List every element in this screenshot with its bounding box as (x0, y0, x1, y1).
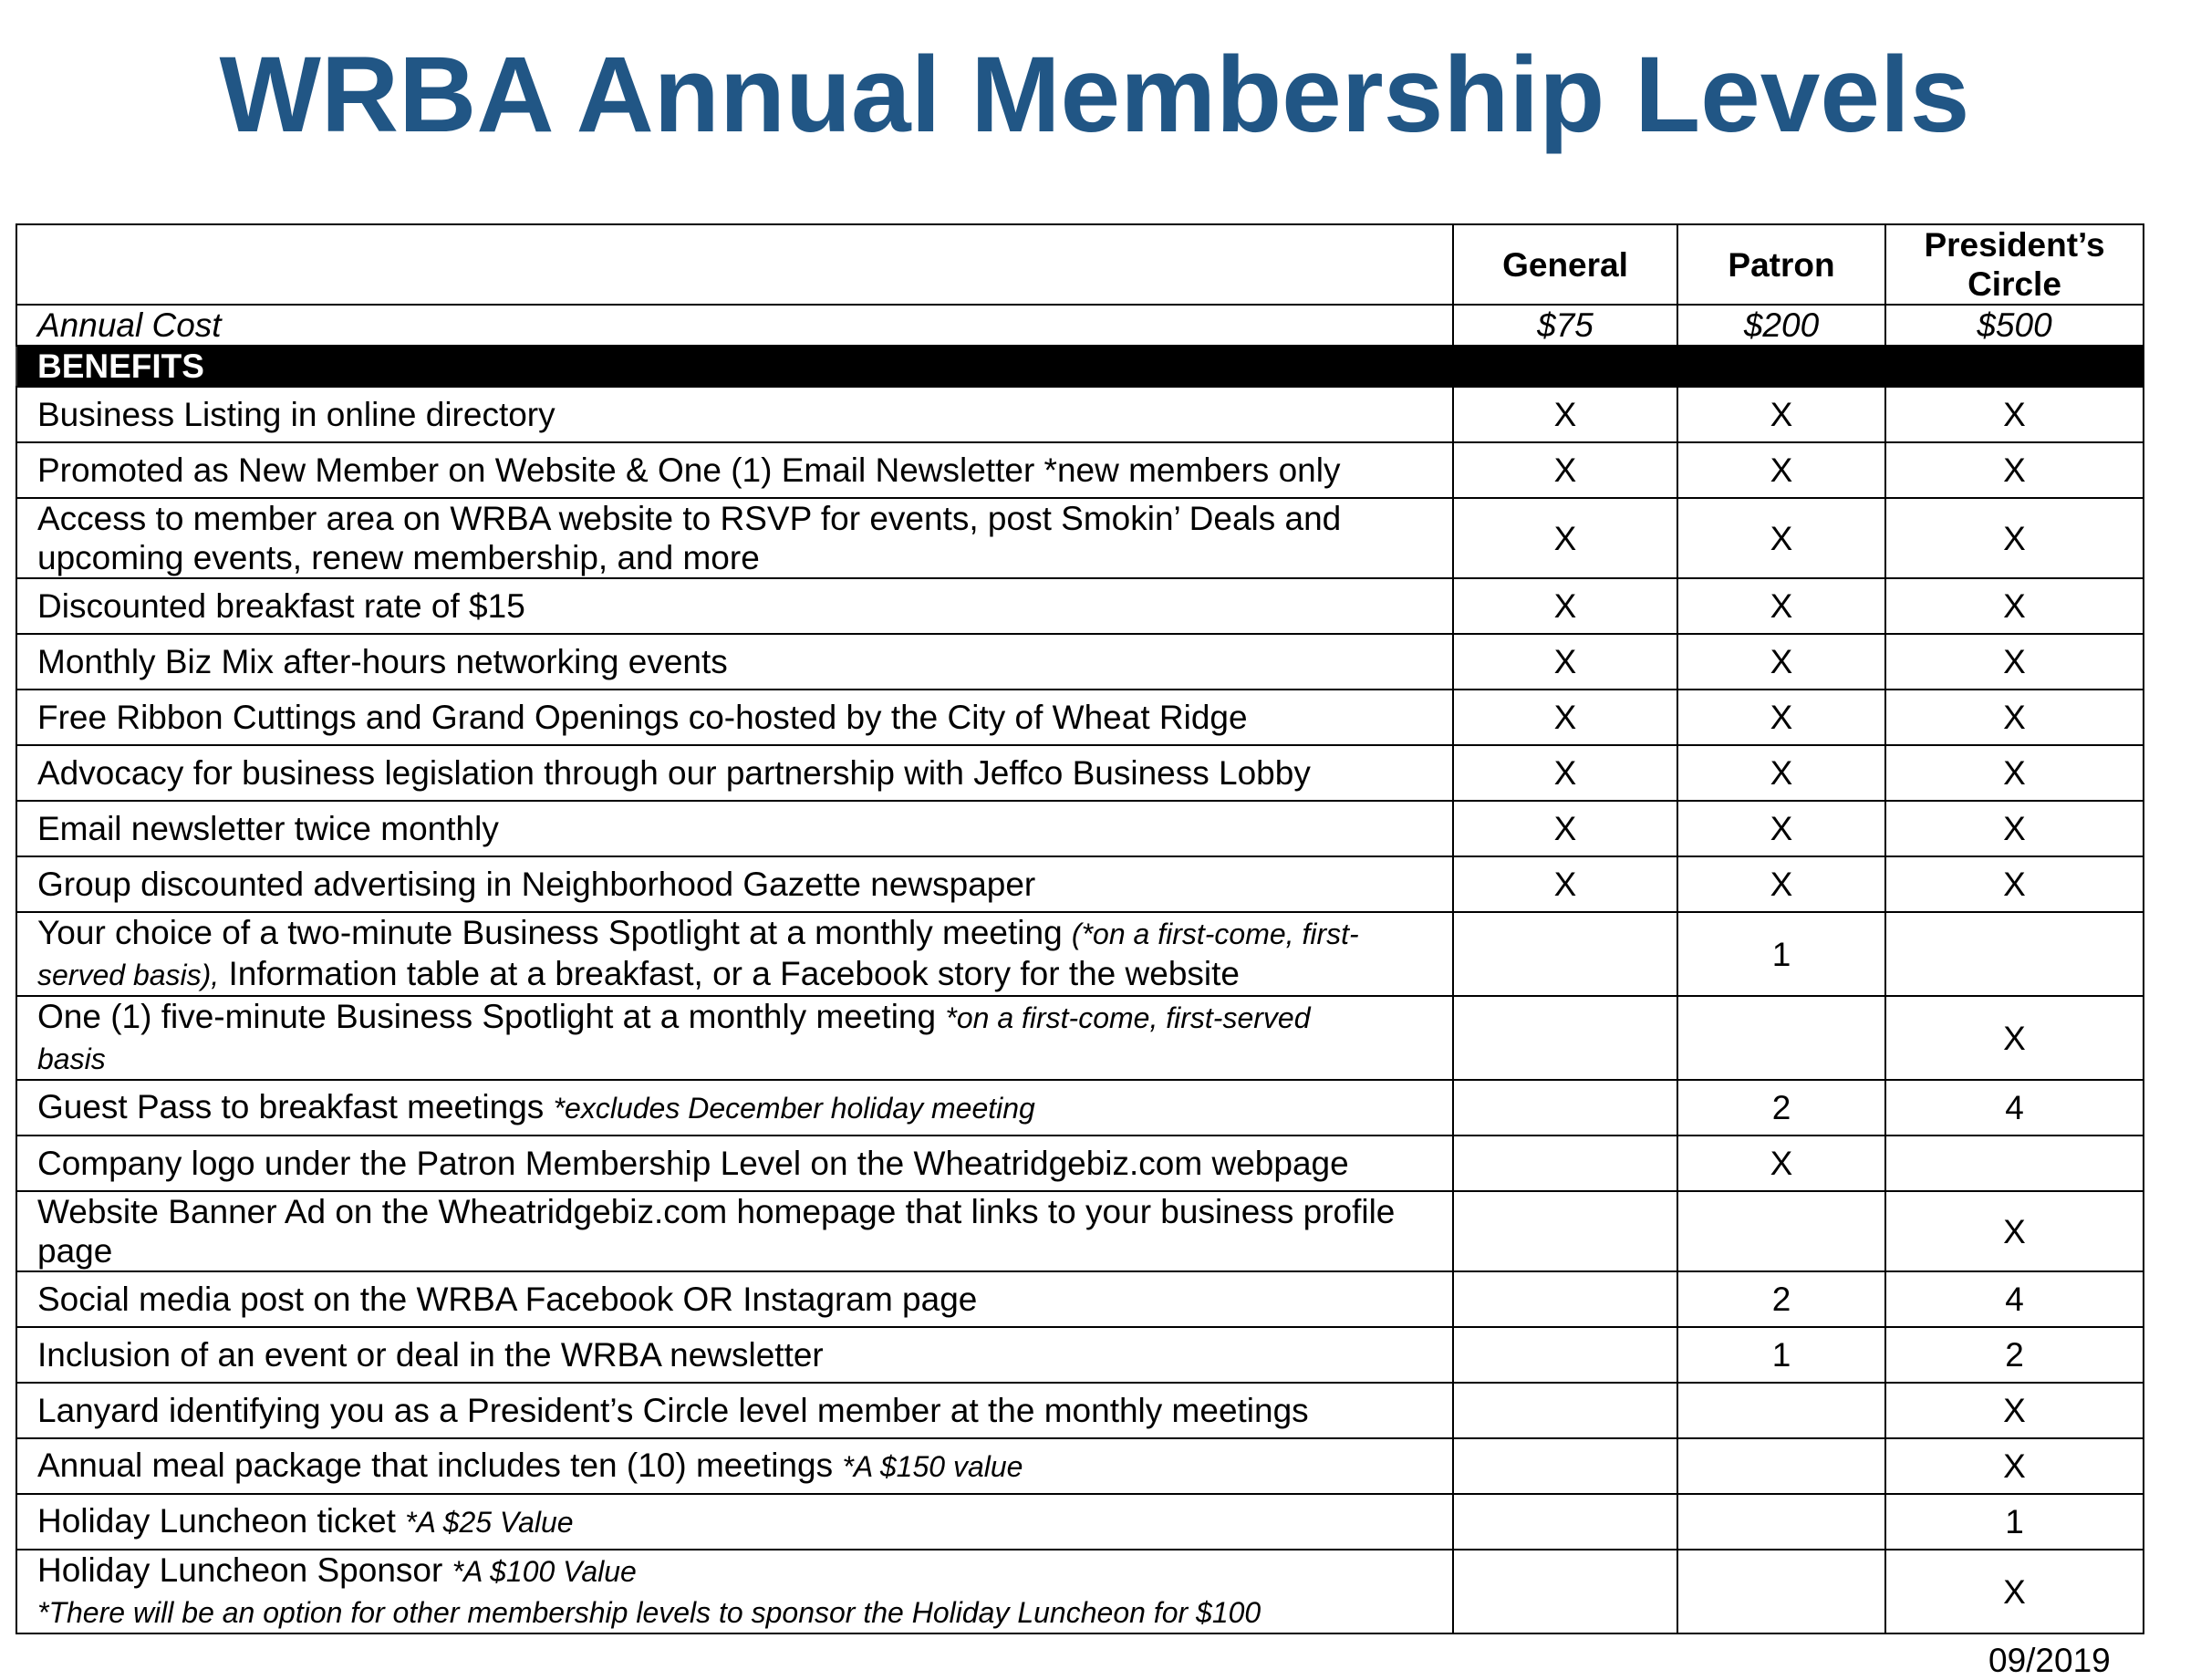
table-row (16, 578, 2144, 634)
presidents-value: 4 (1885, 1271, 2144, 1327)
presidents-value: X (1885, 442, 2144, 498)
presidents-value: X (1885, 690, 2144, 745)
benefit-description: Website Banner Ad on the Wheatridgebiz.com homepage that links to your business profile page (16, 1191, 1453, 1271)
general-value (1453, 1438, 1677, 1494)
page-title: WRBA Annual Membership Levels (219, 35, 1970, 155)
membership-table (16, 223, 2144, 1634)
benefit-description: Email newsletter twice monthly (16, 801, 1453, 856)
general-value: X (1453, 801, 1677, 856)
benefit-description: Business Listing in online directory (16, 387, 1453, 442)
patron-value (1677, 1550, 1885, 1633)
presidents-value (1885, 1136, 2144, 1191)
patron-value (1677, 1494, 1885, 1550)
patron-value: X (1677, 801, 1885, 856)
patron-value: X (1677, 690, 1885, 745)
benefit-description: Lanyard identifying you as a President’s Circle level member at the monthly meetings (16, 1383, 1453, 1438)
table-row (16, 634, 2144, 690)
general-value (1453, 1191, 1677, 1271)
presidents-value: 2 (1885, 1327, 2144, 1383)
table-row (16, 1438, 2144, 1494)
table-row (16, 745, 2144, 801)
benefit-description: Company logo under the Patron Membership Level on the Wheatridgebiz.com webpage (16, 1136, 1453, 1191)
benefit-description: Monthly Biz Mix after-hours networking events (16, 634, 1453, 690)
general-value (1453, 1550, 1677, 1633)
patron-value (1677, 1383, 1885, 1438)
cost-general: $75 (1453, 305, 1677, 346)
table-row (16, 1327, 2144, 1383)
column-header-patron: Patron (1677, 224, 1885, 305)
benefits-bar-cell (1453, 346, 1677, 387)
table-row (16, 1136, 2144, 1191)
presidents-value: X (1885, 745, 2144, 801)
benefit-description: Your choice of a two-minute Business Spotlight at a monthly meeting (*on a first-come, first- served basis), Information table at a breakfast, or a Facebook story for the website (16, 912, 1453, 996)
patron-value: X (1677, 745, 1885, 801)
annual-cost-row (16, 305, 2144, 346)
table-row (16, 690, 2144, 745)
presidents-value: X (1885, 856, 2144, 912)
table-row (16, 1550, 2144, 1633)
table-header-row (16, 224, 2144, 305)
benefit-description: Access to member area on WRBA website to RSVP for events, post Smokin’ Deals and upcoming events, renew membership, and more (16, 498, 1453, 578)
patron-value: X (1677, 1136, 1885, 1191)
presidents-value: X (1885, 498, 2144, 578)
benefit-description: Guest Pass to breakfast meetings *excludes December holiday meeting (16, 1080, 1453, 1136)
general-value (1453, 1383, 1677, 1438)
presidents-value: X (1885, 1438, 2144, 1494)
table-row (16, 442, 2144, 498)
benefit-description: Social media post on the WRBA Facebook OR Instagram page (16, 1271, 1453, 1327)
benefit-description: Advocacy for business legislation through our partnership with Jeffco Business Lobby (16, 745, 1453, 801)
general-value (1453, 1327, 1677, 1383)
patron-value: X (1677, 856, 1885, 912)
benefit-description: Promoted as New Member on Website & One (1) Email Newsletter *new members only (16, 442, 1453, 498)
benefits-bar-cell (1885, 346, 2144, 387)
benefit-description: One (1) five-minute Business Spotlight at a monthly meeting *on a first-come, first-served basis (16, 996, 1453, 1080)
general-value (1453, 996, 1677, 1080)
general-value: X (1453, 690, 1677, 745)
benefits-label: BENEFITS (16, 346, 1453, 387)
header-blank-cell (16, 224, 1453, 305)
general-value: X (1453, 498, 1677, 578)
table-row (16, 498, 2144, 578)
annual-cost-label: Annual Cost (16, 305, 1453, 346)
patron-value: X (1677, 634, 1885, 690)
benefit-description: Inclusion of an event or deal in the WRBA newsletter (16, 1327, 1453, 1383)
presidents-value: X (1885, 801, 2144, 856)
patron-value: 2 (1677, 1080, 1885, 1136)
revision-date: 09/2019 (1988, 1642, 2111, 1679)
table-row (16, 1494, 2144, 1550)
column-header-general: General (1453, 224, 1677, 305)
column-header-presidents-circle: President’s Circle (1885, 224, 2144, 305)
general-value: X (1453, 387, 1677, 442)
patron-value: X (1677, 442, 1885, 498)
patron-value: X (1677, 578, 1885, 634)
general-value (1453, 1271, 1677, 1327)
presidents-value: X (1885, 578, 2144, 634)
general-value: X (1453, 578, 1677, 634)
table-row (16, 912, 2144, 996)
table-row (16, 856, 2144, 912)
presidents-value: X (1885, 1383, 2144, 1438)
benefit-description: Group discounted advertising in Neighborhood Gazette newspaper (16, 856, 1453, 912)
presidents-value (1885, 912, 2144, 996)
benefit-description: Annual meal package that includes ten (10) meetings *A $150 value (16, 1438, 1453, 1494)
general-value: X (1453, 745, 1677, 801)
presidents-value: X (1885, 1191, 2144, 1271)
patron-value: X (1677, 498, 1885, 578)
patron-value: 1 (1677, 1327, 1885, 1383)
cost-patron: $200 (1677, 305, 1885, 346)
patron-value (1677, 996, 1885, 1080)
presidents-value: X (1885, 387, 2144, 442)
general-value: X (1453, 442, 1677, 498)
cost-presidents-circle: $500 (1885, 305, 2144, 346)
general-value (1453, 1136, 1677, 1191)
benefit-description: Free Ribbon Cuttings and Grand Openings co-hosted by the City of Wheat Ridge (16, 690, 1453, 745)
general-value: X (1453, 856, 1677, 912)
table-row (16, 387, 2144, 442)
table-row (16, 1271, 2144, 1327)
table-row (16, 1383, 2144, 1438)
presidents-value: X (1885, 1550, 2144, 1633)
table-row (16, 1191, 2144, 1271)
benefits-header-row (16, 346, 2144, 387)
general-value (1453, 1080, 1677, 1136)
table-row (16, 801, 2144, 856)
general-value (1453, 912, 1677, 996)
patron-value: X (1677, 387, 1885, 442)
presidents-value: 4 (1885, 1080, 2144, 1136)
table-row (16, 996, 2144, 1080)
benefits-bar-cell (1677, 346, 1885, 387)
table-row (16, 1080, 2144, 1136)
general-value (1453, 1494, 1677, 1550)
patron-value (1677, 1191, 1885, 1271)
patron-value (1677, 1438, 1885, 1494)
general-value: X (1453, 634, 1677, 690)
presidents-value: X (1885, 996, 2144, 1080)
patron-value: 2 (1677, 1271, 1885, 1327)
presidents-value: 1 (1885, 1494, 2144, 1550)
benefit-description: Holiday Luncheon ticket *A $25 Value (16, 1494, 1453, 1550)
patron-value: 1 (1677, 912, 1885, 996)
presidents-value: X (1885, 634, 2144, 690)
benefit-description: Discounted breakfast rate of $15 (16, 578, 1453, 634)
benefit-description: Holiday Luncheon Sponsor *A $100 Value *There will be an option for other membership levels to sponsor the Holiday Luncheon for $100 (16, 1550, 1453, 1633)
